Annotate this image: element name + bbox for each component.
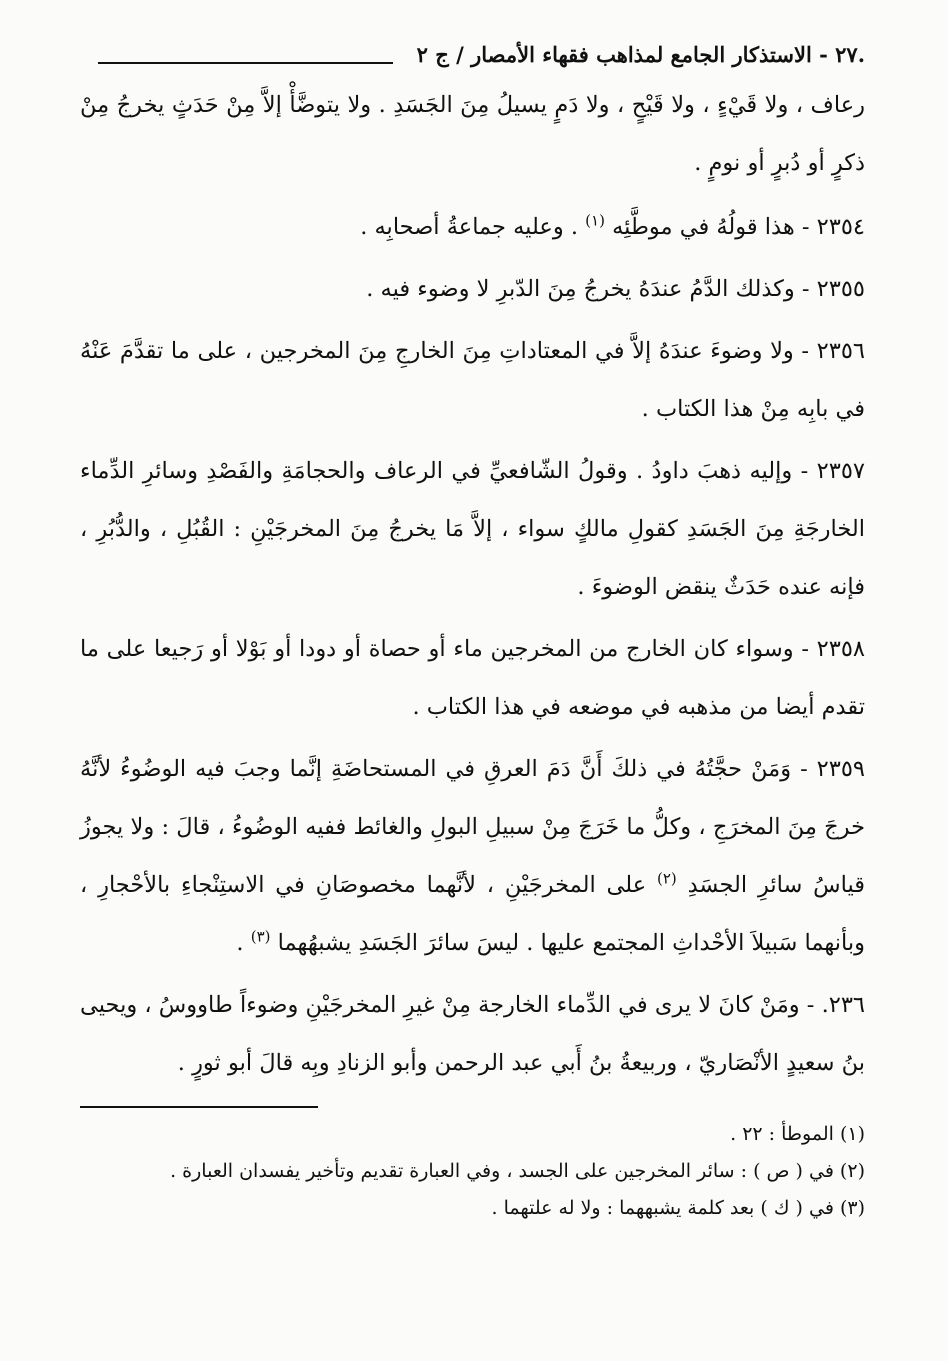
paragraph-2358: ٢٣٥٨ - وسواء كان الخارج من المخرجين ماء أو حصاة أو دودا أو بَوْلا أو رَجيعا على ما تقدم أيضا من مذهبه في موضعه في هذا الكتاب .	[80, 636, 865, 720]
footnote-marker-2: (٢)	[657, 869, 677, 888]
footnote-3: (٣) في ( ك ) بعد كلمة يشبههما : ولا له علتهما .	[491, 1197, 865, 1219]
footnote-marker-1: (١)	[585, 211, 605, 230]
paragraph-text-end: .	[236, 930, 244, 956]
footnote-2: (٢) في ( ص ) : سائر المخرجين على الجسد ، وفي العبارة تقديم وتأخير يفسدان العبارة .	[170, 1160, 865, 1182]
paragraph-2355: ٢٣٥٥ - وكذلك الدَّمُ عندَهُ يخرجُ مِنَ الدّبرِ لا وضوء فيه .	[366, 276, 865, 302]
running-header: .٢٧ - الاستذكار الجامع لمذاهب فقهاء الأمصار / ج ٢	[416, 42, 865, 67]
book-page	[80, 40, 865, 1227]
footnotes	[80, 1116, 865, 1227]
main-text	[80, 76, 865, 1092]
paragraph-2356: ٢٣٥٦ - ولا وضوءَ عندَهُ إلاَّ في المعتاداتِ مِنَ الخارجِ مِنَ المخرجين ، على ما تقدَّمَ عَنْهُ في بابِه مِنْ هذا الكتاب .	[80, 338, 865, 422]
paragraph-2360: ٢٣٦. - ومَنْ كانَ لا يرى في الدِّماء الخارجة مِنْ غيرِ المخرجَيْنِ وضوءاً طاووسُ ، ويحيى بنُ سعيدٍ الأنْصَاريّ ، وربيعةُ بنُ أَبي عبد الرحمن وأبو الزنادِ وبِه قالَ أبو ثورٍ .	[80, 992, 865, 1076]
paragraph-2354	[80, 198, 865, 256]
footnote-marker-3: (٣)	[250, 927, 271, 946]
paragraph-text: ٢٣٥٩ - وَمَنْ حجَّتُهُ في ذلكَ أَنَّ دَمَ العرقِ في المستحاضَةِ إنَّما وجبَ فيه الوضُوءُ لأنَّهُ خرجَ مِنَ المخرَجِ ، وكلُّ ما خَرَجَ مِنْ سبيلِ البولِ والغائط ففيه الوضُوءُ ، قالَ : ولا يجوزُ قياسُ سائرِ الجسَدِ	[80, 756, 866, 898]
paragraph-2357: ٢٣٥٧ - وإليه ذهبَ داودُ . وقولُ الشّافعيِّ في الرعاف والحجامَةِ والفَصْدِ وسائرِ الدِّماء الخارجَةِ مِنَ الجَسَدِ كقولِ مالكٍ سواء ، إلاَّ مَا يخرجُ مِنَ المخرجَيْنِ : القُبُلِ ، والدُّبُرِ ، فإنه عنده حَدَثٌ ينقض الوضوءَ .	[80, 458, 865, 600]
paragraph-text-after: . وعليه جماعةُ أصحابِه .	[360, 214, 579, 240]
footnote-1: (١) الموطأ : ٢٢ .	[730, 1123, 865, 1145]
paragraph-text-after: على المخرجَيْنِ ، لأنَّهما مخصوصَانِ في الاستِنْجاءِ بالأحْجارِ ، وبأنهما سَبيلاَ الأحْداثِ المجتمع عليها . ليسَ سائرَ الجَسَدِ يشبهُهما	[80, 872, 865, 956]
header-rule	[98, 62, 393, 64]
paragraph-intro: رعاف ، ولا قَيْءٍ ، ولا قَيْحٍ ، ولا دَمٍ يسيلُ مِنَ الجَسَدِ . ولا يتوضَّأْ إلاَّ مِنْ حَدَثٍ يخرجُ مِنْ ذكرٍ أو دُبرٍ أو نومٍ .	[80, 92, 865, 176]
paragraph-text: ٢٣٥٤ - هذا قولُهُ في موطَّئِه	[612, 214, 865, 240]
page-header	[80, 40, 865, 76]
footnote-separator	[80, 1106, 318, 1108]
paragraph-2359	[80, 740, 865, 972]
